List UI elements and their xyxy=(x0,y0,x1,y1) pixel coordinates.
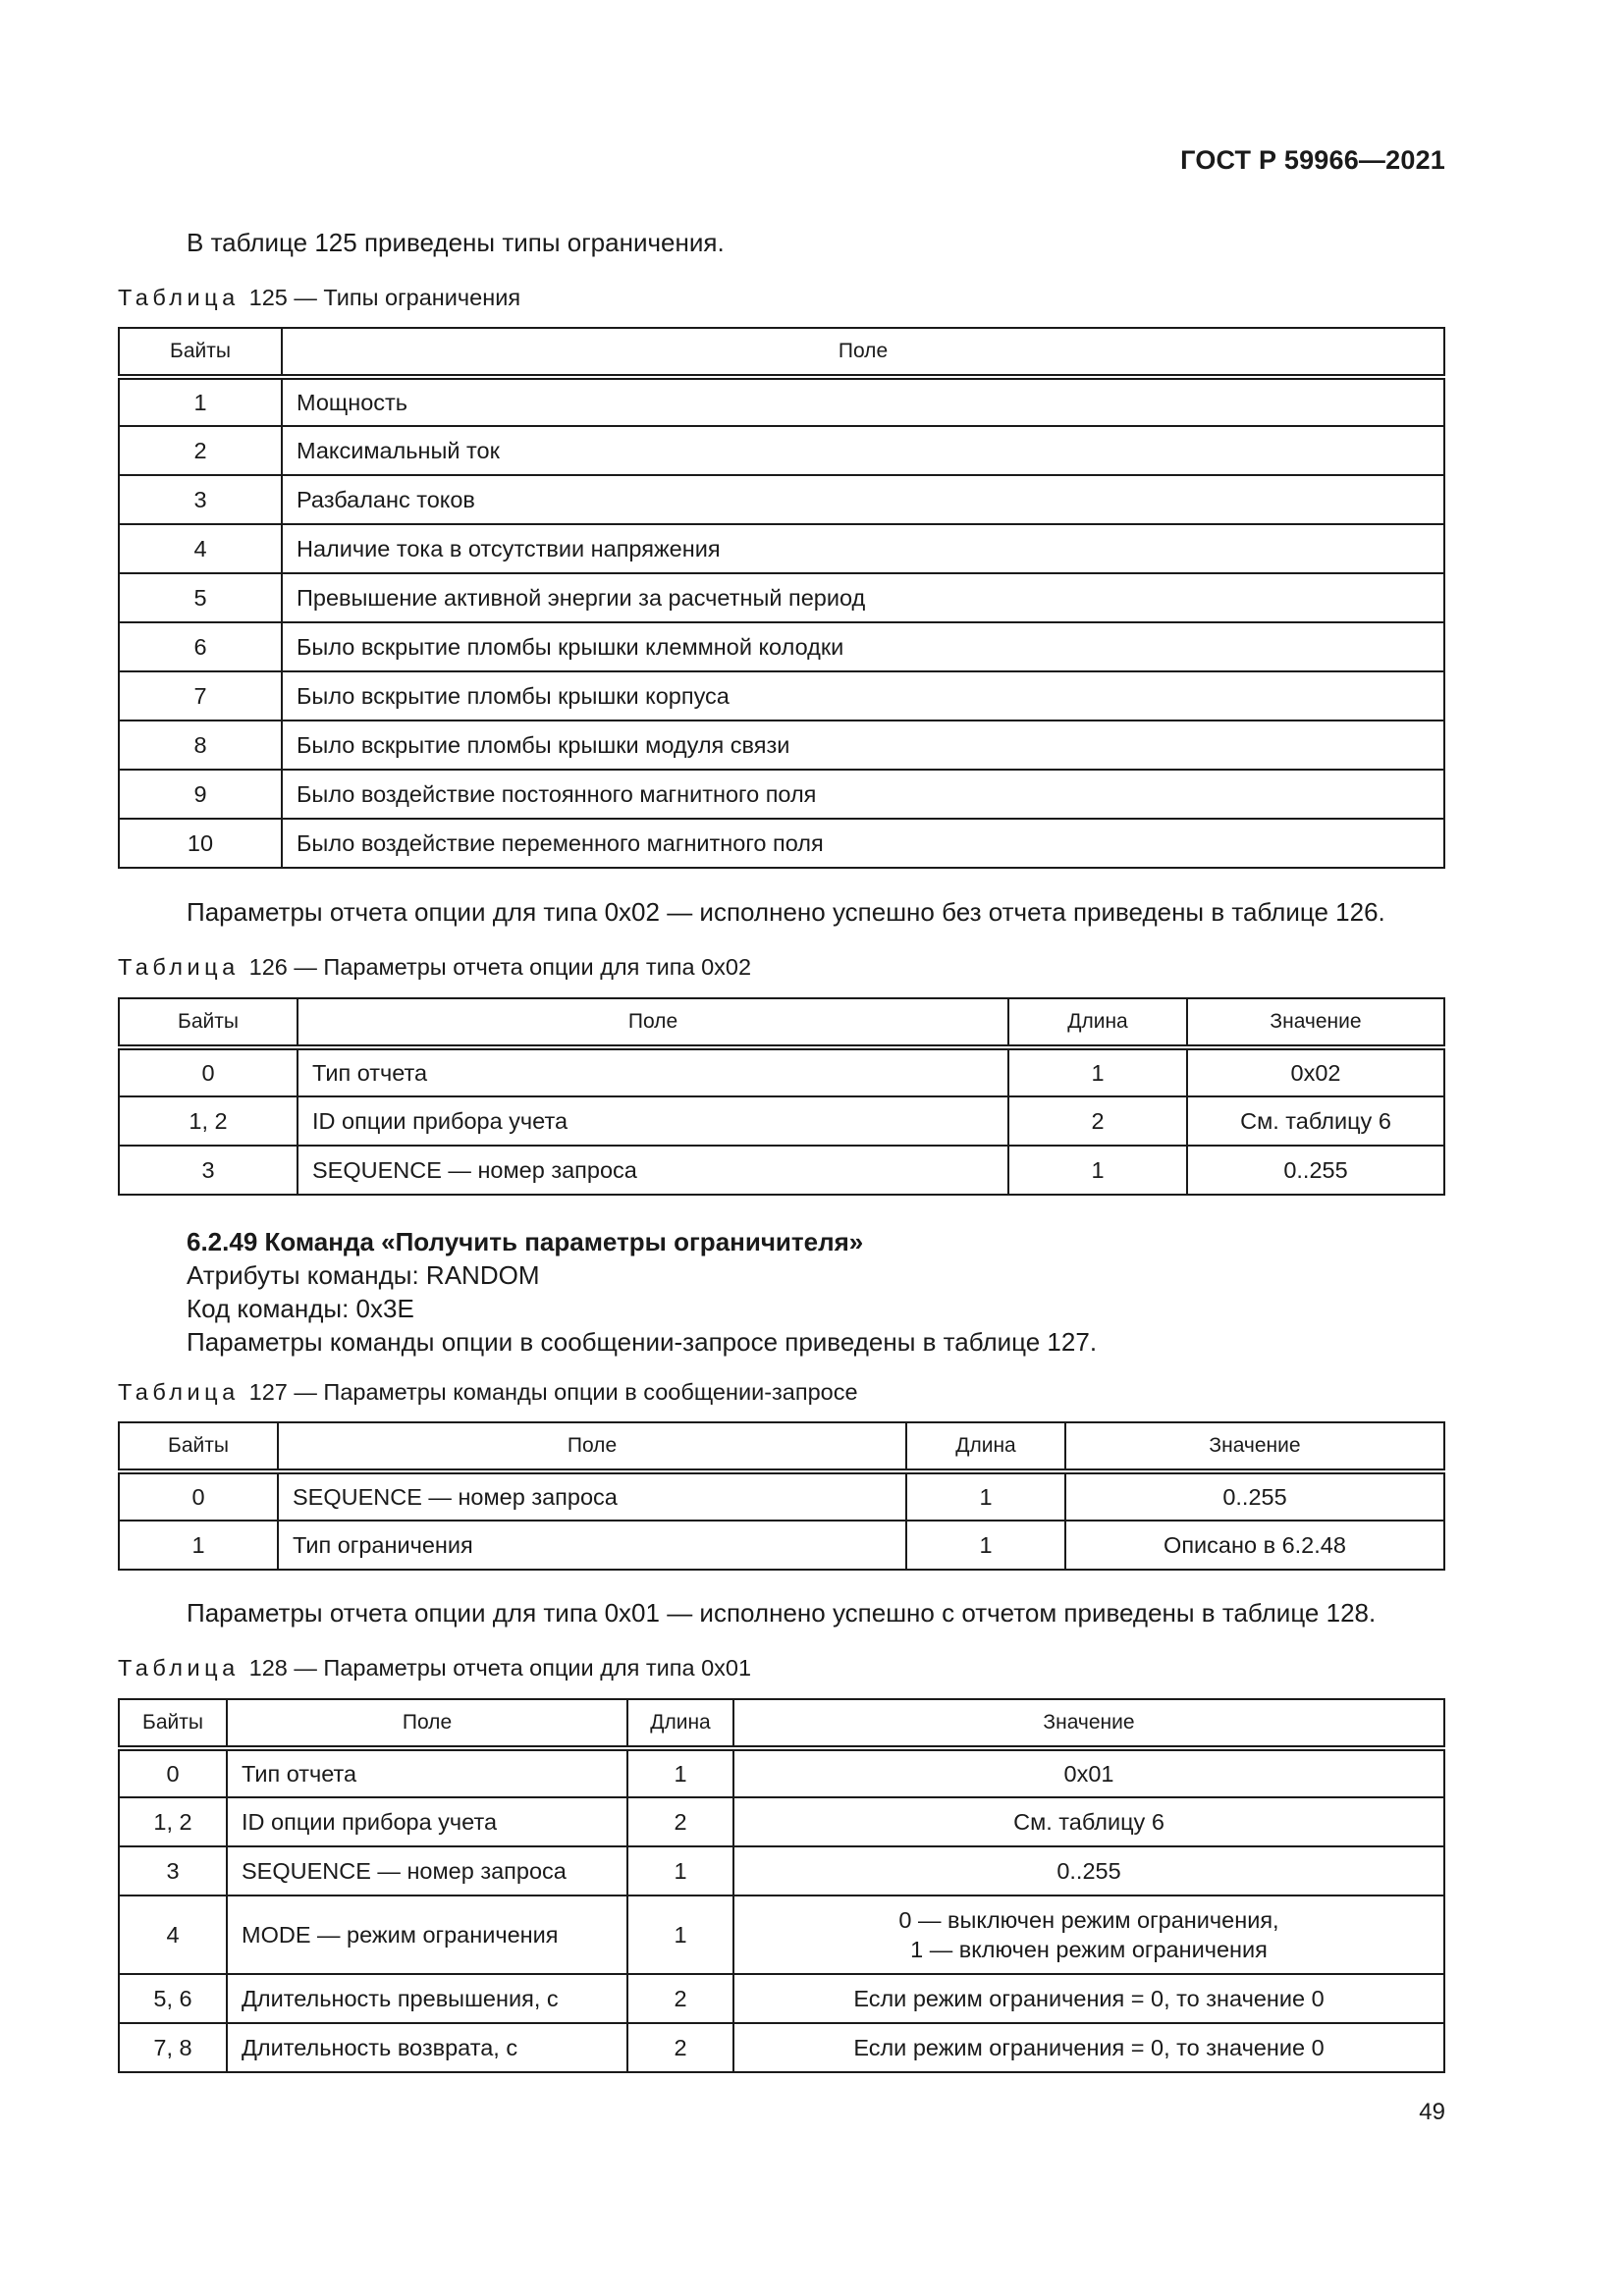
cell-bytes: 5, 6 xyxy=(119,1974,227,2023)
column-header-field: Поле xyxy=(282,328,1444,377)
table125-caption-word: Таблица xyxy=(118,285,240,310)
table-header-row xyxy=(119,328,1444,377)
cell-bytes: 4 xyxy=(119,1896,227,1974)
table-126 xyxy=(118,997,1445,1196)
cell-field: Было вскрытие пломбы крышки корпуса xyxy=(282,671,1444,721)
cell-bytes: 9 xyxy=(119,770,282,819)
cell-length: 2 xyxy=(1008,1096,1187,1146)
table127-caption-text: 127 — Параметры команды опции в сообщении-запросе xyxy=(248,1379,858,1405)
cell-length: 1 xyxy=(627,1846,733,1896)
cell-bytes: 3 xyxy=(119,1146,298,1195)
cell-field: Длительность превышения, с xyxy=(227,1974,627,2023)
table-row xyxy=(119,622,1444,671)
cell-length: 2 xyxy=(627,1974,733,2023)
command-code: Код команды: 0x3E xyxy=(187,1294,414,1323)
cell-field: MODE — режим ограничения xyxy=(227,1896,627,1974)
column-header-length: Длина xyxy=(906,1422,1065,1471)
cell-value: 0..255 xyxy=(733,1846,1444,1896)
table-row xyxy=(119,721,1444,770)
cell-value: См. таблицу 6 xyxy=(1187,1096,1444,1146)
table-row xyxy=(119,524,1444,573)
column-header-field: Поле xyxy=(227,1699,627,1748)
table128-caption-text: 128 — Параметры отчета опции для типа 0x01 xyxy=(248,1655,752,1681)
table-128 xyxy=(118,1698,1445,2073)
cell-field: Наличие тока в отсутствии напряжения xyxy=(282,524,1444,573)
cell-value: 0x01 xyxy=(733,1748,1444,1797)
cell-length: 1 xyxy=(627,1896,733,1974)
cell-bytes: 7 xyxy=(119,671,282,721)
cell-value: 0x02 xyxy=(1187,1047,1444,1096)
cell-value-line1: 0 — выключен режим ограничения, xyxy=(898,1907,1279,1933)
table-125 xyxy=(118,327,1445,869)
table-row xyxy=(119,1047,1444,1096)
cell-field: Длительность возврата, с xyxy=(227,2023,627,2072)
command-attributes: Атрибуты команды: RANDOM xyxy=(187,1260,540,1290)
cell-bytes: 1 xyxy=(119,1521,278,1570)
column-header-value: Значение xyxy=(733,1699,1444,1748)
table-row xyxy=(119,1896,1444,1974)
cell-bytes: 7, 8 xyxy=(119,2023,227,2072)
cell-bytes: 2 xyxy=(119,426,282,475)
column-header-bytes: Байты xyxy=(119,1699,227,1748)
cell-bytes: 10 xyxy=(119,819,282,868)
cell-value-line2: 1 — включен режим ограничения xyxy=(910,1937,1268,1962)
cell-field: Тип ограничения xyxy=(278,1521,906,1570)
section-6-2-49 xyxy=(187,1225,1097,1359)
cell-field: SEQUENCE — номер запроса xyxy=(278,1471,906,1521)
table-header-row xyxy=(119,1422,1444,1471)
column-header-value: Значение xyxy=(1065,1422,1444,1471)
command-params-intro: Параметры команды опции в сообщении-запросе приведены в таблице 127. xyxy=(187,1327,1098,1357)
cell-length: 1 xyxy=(627,1748,733,1797)
cell-field: Превышение активной энергии за расчетный период xyxy=(282,573,1444,622)
cell-field: Было вскрытие пломбы крышки модуля связи xyxy=(282,721,1444,770)
table126-caption xyxy=(118,954,751,981)
cell-bytes: 0 xyxy=(119,1471,278,1521)
cell-bytes: 3 xyxy=(119,1846,227,1896)
cell-bytes: 5 xyxy=(119,573,282,622)
cell-length: 1 xyxy=(906,1471,1065,1521)
table-row xyxy=(119,2023,1444,2072)
cell-bytes: 6 xyxy=(119,622,282,671)
cell-value: 0..255 xyxy=(1187,1146,1444,1195)
cell-field: SEQUENCE — номер запроса xyxy=(298,1146,1008,1195)
cell-field: Разбаланс токов xyxy=(282,475,1444,524)
cell-bytes: 3 xyxy=(119,475,282,524)
table127-caption-word: Таблица xyxy=(118,1379,240,1405)
table-row xyxy=(119,1797,1444,1846)
document-header-id: ГОСТ Р 59966—2021 xyxy=(1180,145,1445,175)
cell-bytes: 0 xyxy=(119,1047,298,1096)
table-row xyxy=(119,475,1444,524)
cell-length: 2 xyxy=(627,1797,733,1846)
table-row xyxy=(119,426,1444,475)
cell-field: Было воздействие переменного магнитного поля xyxy=(282,819,1444,868)
section-title: 6.2.49 Команда «Получить параметры ограничителя» xyxy=(187,1227,864,1256)
cell-bytes: 0 xyxy=(119,1748,227,1797)
cell-field: Было воздействие постоянного магнитного поля xyxy=(282,770,1444,819)
cell-value: 0..255 xyxy=(1065,1471,1444,1521)
table-row xyxy=(119,573,1444,622)
table-row xyxy=(119,819,1444,868)
cell-bytes: 4 xyxy=(119,524,282,573)
table-row xyxy=(119,377,1444,426)
table-header-row xyxy=(119,998,1444,1047)
table127-caption xyxy=(118,1379,858,1406)
cell-field: ID опции прибора учета xyxy=(227,1797,627,1846)
table128-caption-word: Таблица xyxy=(118,1655,240,1681)
column-header-bytes: Байты xyxy=(119,328,282,377)
table-row xyxy=(119,1471,1444,1521)
cell-bytes: 8 xyxy=(119,721,282,770)
cell-field: Максимальный ток xyxy=(282,426,1444,475)
cell-length: 1 xyxy=(1008,1047,1187,1096)
cell-length: 1 xyxy=(906,1521,1065,1570)
cell-value xyxy=(733,1896,1444,1974)
table126-caption-text: 126 — Параметры отчета опции для типа 0x02 xyxy=(248,954,752,980)
column-header-field: Поле xyxy=(278,1422,906,1471)
column-header-field: Поле xyxy=(298,998,1008,1047)
table-row xyxy=(119,1146,1444,1195)
table-127 xyxy=(118,1421,1445,1571)
column-header-length: Длина xyxy=(627,1699,733,1748)
cell-field: Мощность xyxy=(282,377,1444,426)
cell-bytes: 1, 2 xyxy=(119,1096,298,1146)
paragraph-table126-intro: Параметры отчета опции для типа 0x02 — исполнено успешно без отчета приведены в таблице 126. xyxy=(187,897,1385,927)
column-header-bytes: Байты xyxy=(119,1422,278,1471)
table-row xyxy=(119,1846,1444,1896)
table125-caption xyxy=(118,285,520,311)
cell-field: ID опции прибора учета xyxy=(298,1096,1008,1146)
cell-field: SEQUENCE — номер запроса xyxy=(227,1846,627,1896)
cell-length: 1 xyxy=(1008,1146,1187,1195)
cell-field: Было вскрытие пломбы крышки клеммной колодки xyxy=(282,622,1444,671)
column-header-bytes: Байты xyxy=(119,998,298,1047)
table-row xyxy=(119,1521,1444,1570)
table-row xyxy=(119,671,1444,721)
cell-value: Описано в 6.2.48 xyxy=(1065,1521,1444,1570)
table-row xyxy=(119,1974,1444,2023)
table-row xyxy=(119,1096,1444,1146)
cell-bytes: 1 xyxy=(119,377,282,426)
table-row xyxy=(119,1748,1444,1797)
cell-bytes: 1, 2 xyxy=(119,1797,227,1846)
table125-caption-text: 125 — Типы ограничения xyxy=(248,285,521,310)
page-number: 49 xyxy=(1419,2099,1445,2125)
column-header-value: Значение xyxy=(1187,998,1444,1047)
table128-caption xyxy=(118,1655,751,1682)
table126-caption-word: Таблица xyxy=(118,954,240,980)
cell-value: См. таблицу 6 xyxy=(733,1797,1444,1846)
cell-field: Тип отчета xyxy=(298,1047,1008,1096)
cell-length: 2 xyxy=(627,2023,733,2072)
cell-value: Если режим ограничения = 0, то значение 0 xyxy=(733,1974,1444,2023)
cell-field: Тип отчета xyxy=(227,1748,627,1797)
table-row xyxy=(119,770,1444,819)
table-header-row xyxy=(119,1699,1444,1748)
column-header-length: Длина xyxy=(1008,998,1187,1047)
paragraph-table125-intro: В таблице 125 приведены типы ограничения. xyxy=(187,228,725,257)
paragraph-table128-intro: Параметры отчета опции для типа 0x01 — исполнено успешно с отчетом приведены в таблице 128. xyxy=(187,1598,1377,1628)
cell-value: Если режим ограничения = 0, то значение 0 xyxy=(733,2023,1444,2072)
